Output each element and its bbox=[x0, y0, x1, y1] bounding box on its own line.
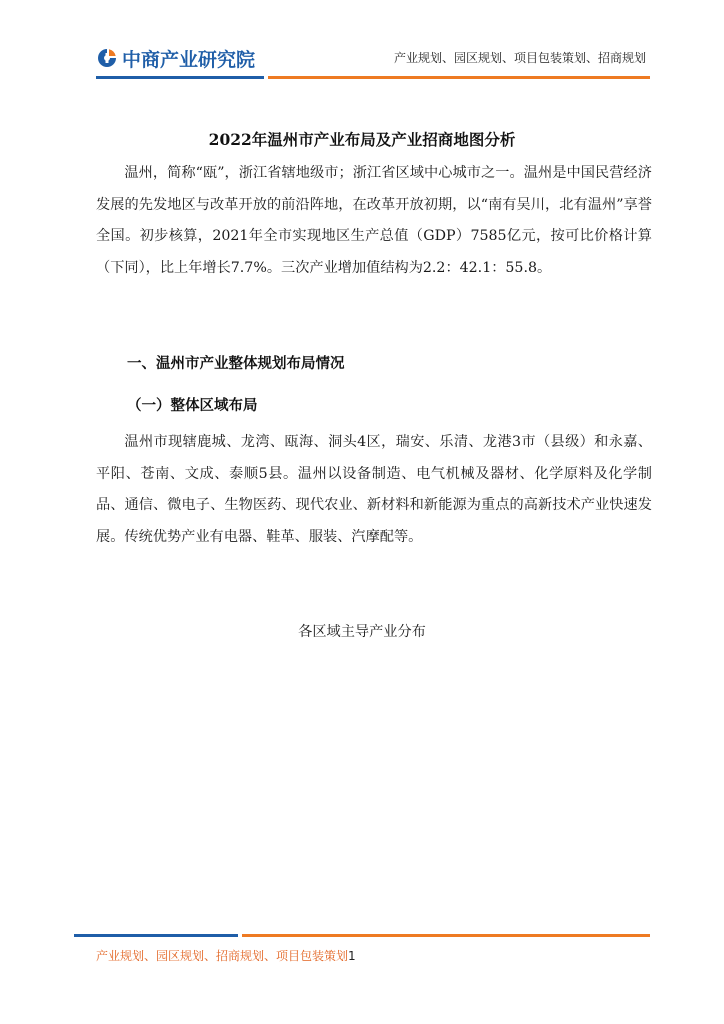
page-footer bbox=[96, 947, 356, 964]
header-divider-orange bbox=[268, 76, 650, 79]
document-title: 2022年温州市产业布局及产业招商地图分析 bbox=[208, 130, 516, 149]
figure-caption: 各区域主导产业分布 bbox=[298, 624, 426, 640]
section-heading: 一、温州市产业整体规划布局情况 bbox=[127, 355, 345, 372]
footer-divider-blue bbox=[74, 934, 238, 937]
logo bbox=[96, 45, 255, 71]
page-number: 1 bbox=[348, 949, 356, 963]
logo-mark-icon bbox=[96, 47, 118, 69]
page-header bbox=[0, 0, 724, 84]
body-paragraph: 温州市现辖鹿城、龙湾、瓯海、洞头4区，瑞安、乐清、龙港3市（县级）和永嘉、平阳、苍南、文成、泰顺5县。温州以设备制造、电气机械及器材、化学原料及化学制品、通信、微电子、生物医药、现代农业、新材料和新能源为重点的高新技术产业快速发展。传统优势产业有电器、鞋革、服装、汽摩配等。 bbox=[96, 434, 652, 545]
intro-paragraph: 温州，简称“瓯”，浙江省辖地级市；浙江省区域中心城市之一。温州是中国民营经济发展的先发地区与改革开放的前沿阵地，在改革开放初期，以“南有吴川，北有温州”享誉全国。初步核算，2021年全市实现地区生产总值（GDP）7585亿元，按可比价格计算（下同），比上年增长7.7%。三次产业增加值结构为2.2：42.1：55.8。 bbox=[96, 165, 652, 276]
logo-text: 中商产业研究院 bbox=[122, 48, 256, 71]
header-tagline: 产业规划、园区规划、项目包装策划、招商规划 bbox=[393, 51, 646, 65]
footer-divider-orange bbox=[242, 934, 650, 937]
footer-text: 产业规划、园区规划、招商规划、项目包装策划 bbox=[96, 949, 349, 963]
header-divider-blue bbox=[96, 76, 264, 79]
subsection-heading: （一）整体区域布局 bbox=[127, 397, 258, 414]
